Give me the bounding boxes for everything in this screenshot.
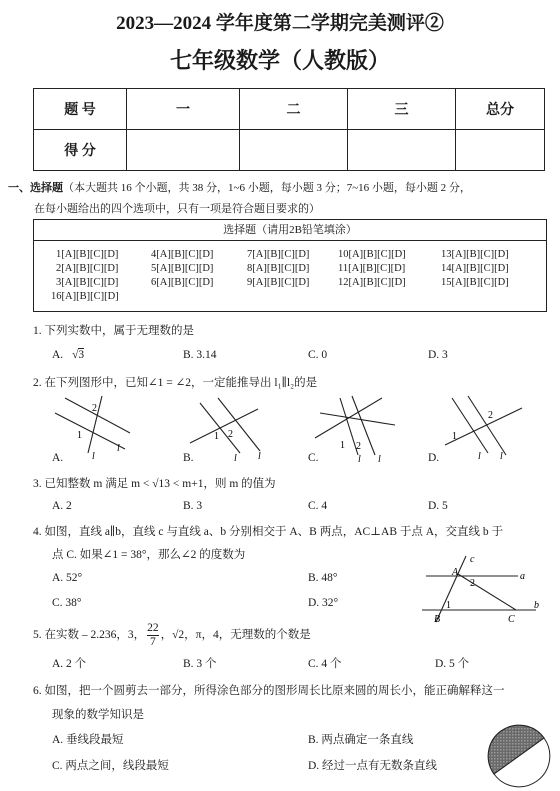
answer-bubble-row[interactable]: 2[A][B][C][D] (56, 263, 119, 274)
q2-option-a[interactable]: A. (52, 452, 64, 464)
answer-bubble-row[interactable]: 7[A][B][C][D] (247, 249, 310, 260)
angle-label-1: 1 (214, 431, 219, 442)
answer-bubble-row[interactable]: 16[A][B][C][D] (51, 291, 119, 302)
question-3-stem: 3. 已知整数 m 满足 m < √13 < m+1，则 m 的值为 (33, 478, 276, 490)
q6-option-d[interactable]: D. 经过一点有无数条直线 (308, 760, 438, 772)
sqrt-sign-icon: √ (72, 349, 79, 361)
section-heading: 一、选择题 (8, 182, 63, 194)
angle-label-1: 1 (446, 600, 451, 611)
question-6-stem: 6. 如图，把一个圆剪去一部分，所得涂色部分的图形周长比原来圆的周长小，能正确解释这一 (33, 685, 505, 697)
q5-option-d[interactable]: D. 5 个 (435, 658, 470, 670)
point-label-a: A (452, 567, 459, 578)
answer-bubble-row[interactable]: 13[A][B][C][D] (441, 249, 509, 260)
figure-line (190, 409, 258, 443)
score-header-cell: 三 (348, 89, 456, 130)
angle-label-2: 2 (356, 441, 361, 452)
q5-fraction-numerator: 22 (147, 622, 159, 634)
q4-figure (418, 552, 546, 628)
q5-option-c[interactable]: C. 4 个 (308, 658, 342, 670)
point-label-c: C (508, 614, 515, 625)
exam-title: 2023—2024 学年度第二学期完美测评② (116, 13, 444, 34)
section-instructions (8, 178, 553, 220)
figure-line (320, 413, 395, 425)
answer-bubble-row[interactable]: 10[A][B][C][D] (338, 249, 406, 260)
q3-option-b[interactable]: B. 3 (183, 500, 203, 512)
line-label-l2: l (117, 443, 120, 454)
score-cell[interactable] (127, 130, 240, 171)
section-desc: （本大题共 16 个小题，共 38 分，1~6 小题，每小题 3 分；7~16 小题，每小题 2 分， (63, 182, 471, 194)
q1-option-d[interactable]: D. 3 (428, 349, 448, 361)
answer-bubble-row[interactable]: 5[A][B][C][D] (151, 263, 214, 274)
line-label-l1: l (92, 451, 95, 462)
q1-option-a-label: A. (52, 349, 64, 361)
angle-label-2: 2 (92, 403, 97, 414)
score-cell[interactable] (240, 130, 348, 171)
q4-option-a[interactable]: A. 52° (52, 572, 83, 584)
angle-label-2: 2 (488, 410, 493, 421)
q4-option-c[interactable]: C. 38° (52, 597, 82, 609)
q2-option-b[interactable]: B. (183, 452, 194, 464)
q3-option-c[interactable]: C. 4 (308, 500, 328, 512)
answer-box-title: 选择题（请用2B铅笔填涂） (33, 219, 547, 241)
line-label-a: a (520, 571, 525, 582)
q5-fraction-denominator: 7 (150, 636, 156, 648)
q5-stem-post: ，√2，π，4，无理数的个数是 (160, 629, 311, 642)
section-desc-2: 在每小题给出的四个选项中，只有一项是符合题目要求的） (34, 203, 320, 215)
exam-subtitle: 七年级数学（人教版） (169, 48, 390, 73)
answer-bubble-row[interactable]: 4[A][B][C][D] (151, 249, 214, 260)
q4-option-b[interactable]: B. 48° (308, 572, 338, 584)
line-label-l1: l (234, 453, 237, 464)
q6-option-b[interactable]: B. 两点确定一条直线 (308, 734, 414, 746)
angle-label-1: 1 (340, 440, 345, 451)
q6-circle-figure (482, 722, 552, 791)
answer-bubble-row[interactable]: 14[A][B][C][D] (441, 263, 509, 274)
score-cell[interactable] (348, 130, 456, 171)
q1-option-a[interactable] (52, 349, 84, 361)
segment-ac (458, 574, 516, 610)
q1-option-a-radicand: 3 (78, 349, 85, 361)
score-header-cell: 一 (127, 89, 240, 130)
answer-bubble-row[interactable]: 6[A][B][C][D] (151, 277, 214, 288)
line-label-c: c (470, 554, 475, 565)
q6-option-c[interactable]: C. 两点之间，线段最短 (52, 760, 169, 772)
answer-bubble-row[interactable]: 1[A][B][C][D] (56, 249, 119, 260)
line-label-l1: l (478, 451, 481, 462)
shaded-region (488, 725, 544, 774)
q5-stem-pre: 5. 在实数 – 2.236，3， (33, 629, 146, 642)
figure-line (468, 396, 506, 455)
question-4-stem-2: 点 C. 如果∠1 = 38°，那么∠2 的度数为 (52, 549, 246, 561)
q6-option-a[interactable]: A. 垂线段最短 (52, 734, 124, 746)
line-label-l2: l (378, 454, 381, 465)
figure-line (315, 398, 382, 438)
answer-bubble-row[interactable]: 12[A][B][C][D] (338, 277, 406, 288)
line-c (436, 556, 466, 622)
score-header-cell: 二 (240, 89, 348, 130)
q4-option-d[interactable]: D. 32° (308, 597, 339, 609)
answer-bubble-row[interactable]: 15[A][B][C][D] (441, 277, 509, 288)
q1-option-b[interactable]: B. 3.14 (183, 349, 217, 361)
angle-label-1: 1 (77, 430, 82, 441)
q5-option-a[interactable]: A. 2 个 (52, 658, 87, 670)
score-header-cell: 总分 (456, 89, 545, 130)
q2-figure-d (430, 393, 540, 465)
point-label-b: B (434, 614, 441, 625)
line-label-l2: l (258, 451, 261, 462)
q3-option-a[interactable]: A. 2 (52, 500, 72, 512)
figure-line (452, 398, 488, 453)
score-table (33, 88, 545, 171)
score-row-label: 得 分 (34, 130, 127, 171)
question-6-stem-2: 现象的数学知识是 (52, 709, 144, 721)
line-label-b: b (534, 600, 539, 611)
angle-label-1: 1 (452, 431, 457, 442)
question-2-stem: 2. 在下列图形中，已知∠1 = ∠2，一定能推导出 l₁∥l₂的是 (33, 377, 318, 389)
q2-option-c[interactable]: C. (308, 452, 319, 464)
line-label-l2: l (500, 451, 503, 462)
answer-bubble-row[interactable]: 9[A][B][C][D] (247, 277, 310, 288)
score-cell[interactable] (456, 130, 545, 171)
line-label-l1: l (358, 454, 361, 465)
q5-option-b[interactable]: B. 3 个 (183, 658, 217, 670)
angle-label-2: 2 (228, 429, 233, 440)
score-table-score-row (34, 130, 545, 171)
question-5-stem (33, 622, 311, 649)
answer-bubble-row[interactable]: 11[A][B][C][D] (338, 263, 406, 274)
answer-box (33, 240, 547, 312)
question-1-stem: 1. 下列实数中，属于无理数的是 (33, 325, 194, 337)
q2-option-d[interactable]: D. (428, 452, 440, 464)
angle-label-2: 2 (470, 578, 475, 589)
answer-bubble-row[interactable]: 3[A][B][C][D] (56, 277, 119, 288)
figure-line (218, 398, 260, 451)
score-header-cell: 题 号 (34, 89, 127, 130)
score-table-header-row (34, 89, 545, 130)
q1-option-c[interactable]: C. 0 (308, 349, 328, 361)
answer-bubble-row[interactable]: 8[A][B][C][D] (247, 263, 310, 274)
question-4-stem: 4. 如图，直线 a∥b，直线 c 与直线 a、b 分别相交于 A、B 两点，AC⊥AB 于点 A，交直线 b 于 (33, 526, 504, 538)
q3-option-d[interactable]: D. 5 (428, 500, 448, 512)
